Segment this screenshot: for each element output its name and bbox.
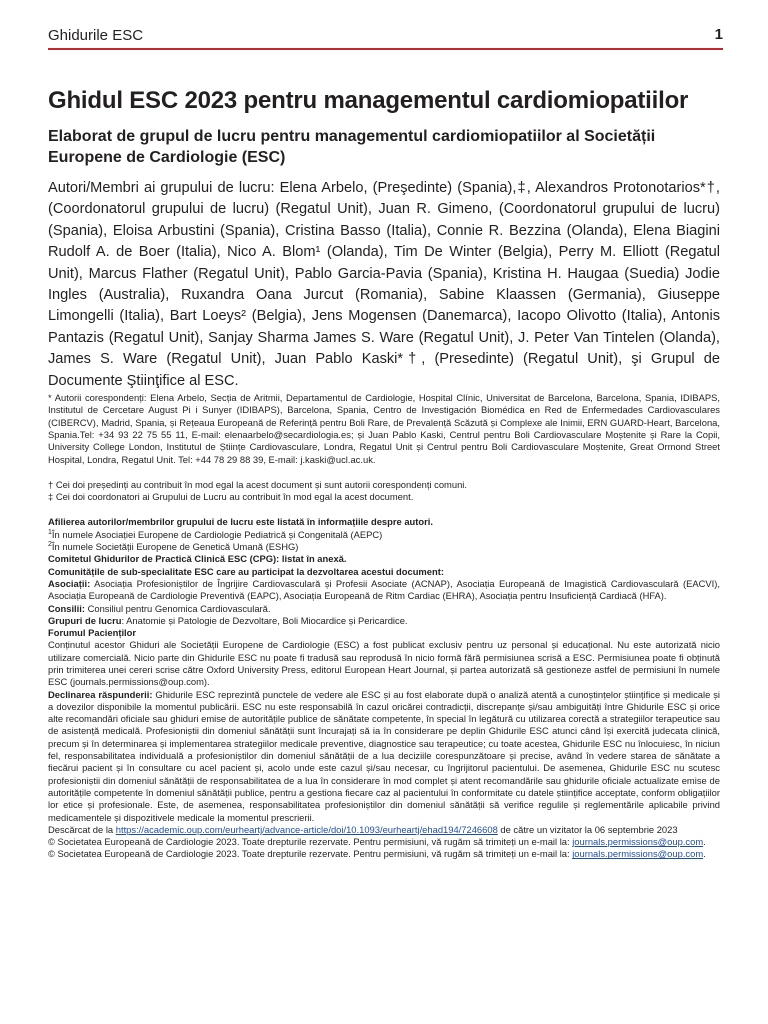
- cpg-committee: Comitetul Ghidurilor de Practică Clinică ESC (CPG): listat în anexă.: [48, 553, 347, 565]
- document-title: Ghidul ESC 2023 pentru managementul cardiomiopatiilor: [48, 87, 689, 114]
- download-prefix: Descărcat de la: [48, 823, 116, 835]
- copyright-line-2: [48, 848, 720, 860]
- subspecialty-communities: Comunitățile de sub-specialitate ESC care au participat la dezvoltarea acestui document:: [48, 565, 444, 577]
- content-notice: Conținutul acestor Ghiduri ale Societății Europene de Cardiologie (ESC) a fost publicat exclusiv pentru uz personal și educațional. Nu este autorizată nicio utilizare comercială. Nicio parte din Ghidurile ESC nu poate fi tradusă sau reprodusă în nicio formă fără permisiunea scrisă a ESC. Permisiunea poate fi obținută prin trimiterea unei cereri scrise către Oxford University Press, editorul European Heart Journal, și partea autorizată să gestioneze astfel de permisiuni în numele ESC (journals.permissions@oup.com).: [48, 639, 720, 688]
- journal-name: Ghidurile ESC: [48, 27, 144, 44]
- corresponding-authors: * Autorii corespondenți: Elena Arbelo, Secția de Aritmii, Departamentul de Cardiologie, Hospital Clínic, Universitat de Barcelona, Barcelona, Spania, IDIBAPS, Institutul de Cercetare August Pi i Sunyer (IDIBAPS), Barcelona, Spania, Centro de Investigación Biomédica en Red de Enfermedades Cardiovasculares (CIBERCV), Madrid, Spania, și Rețeaua Europeană de Referință pentru Boli Rare, de Prevalență Scăzută și Complexe ale Inimii, ERN GUARD-Heart, Barcelona, Spania.Tel: +34 93 22 75 55 11, E-mail: elenaarbelo@secardiologia.es; și Juan Pablo Kaski, Centrul pentru Boli Cardiovasculare Moștenite și Rare la Copii, University College London, Institutul de Științe Cardiovasculare, Londra, Regatul Unit și Centrul pentru Boli Cardiovasculare Moștenite, Great Ormond Street Hospital, Londra, Regatul Unit. Tel: +44 78 29 88 39, E-mail: j.kaski@ucl.ac.uk.: [48, 392, 720, 465]
- workgroups-label: Grupuri de lucru: [48, 614, 122, 626]
- download-link[interactable]: https://academic.oup.com/eurheartj/advance-article/doi/10.1093/eurheartj/ehad194/7246608: [115, 823, 498, 835]
- disclaimer-label: Declinarea răspunderii:: [48, 688, 153, 700]
- note1-number: 1: [48, 528, 52, 536]
- associations-list: Asociația Profesioniștilor de Îngrijire Cardiovasculară și Profesii Asociate (ACNAP), Asociația Europeană de Imagistică Cardiovasculară (EACVI), Asociația Europeană de Cardiologie Preventivă (EAPC), Asociația Europeană de Ritm Cardiac (EHRA), Asociația pentru Insuficiență Cardiacă (HFA).: [48, 577, 720, 602]
- patient-forum: Forumul Pacienților: [48, 627, 137, 639]
- download-line: [48, 824, 720, 836]
- associations-label: Asociații:: [48, 577, 91, 589]
- affiliations-section: [48, 516, 720, 639]
- permissions-email-link-2[interactable]: journals.permissions@oup.com: [572, 848, 704, 860]
- affiliation-note-2: În numele Societății Europene de Genetică Umană (ESHG): [51, 541, 299, 553]
- authors-list: Autori/Membri ai grupului de lucru: Elena Arbelo, (Preşedinte) (Spania),‡, Alexandros Protonotarios*†, (Coordonatorul grupului de lucru) (Regatul Unit), Juan R. Gimeno, (Coordonatorul grupului de lucru) (Spania), Eloisa Arbustini (Spania), Cristina Basso (Italia), Connie R. Bezzina (Olanda), Elena Biagini Rudolf A. de Boer (Italia), Nico A. Blom¹ (Olanda), Tim De Winter (Belgia), Perry M. Elliott (Regatul Unit), Marcus Flather (Regatul Unit), Pablo Garcia-Pavia (Spania), Kristina H. Haugaa (Suedia) Jodie Ingles (Australia), Ruxandra Oana Jurcut (Romania), Sabine Klaassen (Germania), Giuseppe Limongelli (Italia), Bart Loeys² (Belgia), Jens Mogensen (Danemarca), Iacopo Olivotto (Italia), Antonis Pantazis (Regatul Unit), Sanjay Sharma James S. Ware (Regatul Unit), J. Peter Van Tintelen (Olanda), James S. Ware (Regatul Unit), Juan Pablo Kaski*†, (Presedinte) (Regatul Unit), şi Grupul de Documente Ştiinţifice al ESC.: [48, 180, 720, 389]
- affiliations-heading: Afilierea autorilor/membrilor grupului de lucru este listată în informațiile despre autori.: [48, 516, 433, 528]
- copyright-end-1: .: [703, 836, 706, 848]
- running-header: [48, 26, 723, 50]
- footnote-dagger: † Cei doi președinți au contribuit în mod egal la acest document și sunt autorii corespondenți comuni.: [48, 478, 467, 490]
- permissions-email-link-1[interactable]: journals.permissions@oup.com: [572, 836, 704, 848]
- note2-number: 2: [48, 540, 52, 548]
- footnote-double-dagger: ‡ Cei doi coordonatori ai Grupului de Lucru au contribuit în mod egal la acest document.: [48, 491, 414, 503]
- workgroups-list: : Anatomie și Patologie de Dezvoltare, Boli Miocardice și Pericardice.: [121, 614, 408, 626]
- affiliation-note-1: În numele Asociației Europene de Cardiologie Pediatrică și Congenitală (AEPC): [51, 528, 383, 540]
- councils-list: Consiliul pentru Genomica Cardiovasculară.: [87, 602, 271, 614]
- copyright-text-2: © Societatea Europeană de Cardiologie 2023. Toate drepturile rezervate. Pentru permisiuni, vă rugăm să trimiteți un e-mail la:: [48, 848, 573, 860]
- download-suffix: de către un vizitator la 06 septembrie 2023: [497, 823, 678, 835]
- councils-label: Consilii:: [48, 602, 85, 614]
- document-subtitle: Elaborat de grupul de lucru pentru managementul cardiomiopatiilor al Societății Europene de Cardiologie (ESC): [48, 128, 656, 166]
- copyright-line-1: [48, 836, 720, 848]
- page-number: 1: [714, 26, 723, 43]
- copyright-text-1: © Societatea Europeană de Cardiologie 2023. Toate drepturile rezervate. Pentru permisiuni, vă rugăm să trimiteți un e-mail la:: [48, 836, 573, 848]
- disclaimer-text: Ghidurile ESC reprezintă punctele de vedere ale ESC și au fost elaborate după o analiză atentă a cunoștințelor științifice și medicale și a dovezilor disponibile la momentul publicării. ESC nu este responsabilă în cazul oricărei contradicții, discrepanțe și/sau ambiguități între Ghidurile ESC și orice alte recomandări oficiale sau ghiduri emise de autoritățile publice de sănătate competente, în special în legătură cu utilizarea corectă a strategiilor terapeutice sau de asistență medicală. Profesioniștii din domeniul sănătății sunt încurajați să ia în considerare pe deplin Ghidurile ESC atunci când își exercită judecata clinică, precum și în determinarea și implementarea strategiilor medicale preventive, diagnostice sau terapeutice; cu toate acestea, Ghidurile ESC nu înlocuiesc, în niciun fel, responsabilitatea individuală a profesioniștilor din domeniul sănătății de a lua deciziile corespunzătoare și precise, având în vedere starea de sănătate a fiecărui pacient și în consultare cu acel pacient și, acolo unde este cazul și/sau necesar, cu îngrijitorul pacientului. De asemenea, Ghidurile ESC nu scutesc profesioniștii din domeniul sănătății de responsabilitatea de a lua în considerare în mod complet și atent recomandările sau ghidurile oficiale actualizate emise de autoritățile competente în domeniul sănătății publice, pentru a gestiona fiecare caz al pacientului în conformitate cu datele științifice acceptate, conform obligațiilor lor etice și profesionale. Este, de asemenea, responsabilitatea profesioniștilor din domeniul sănătății să verifice regulile și reglementările aplicabile privind medicamentele și dispozitivele medicale la momentul prescrierii.: [48, 688, 720, 823]
- copyright-end-2: .: [703, 848, 706, 860]
- document-body: [48, 86, 720, 861]
